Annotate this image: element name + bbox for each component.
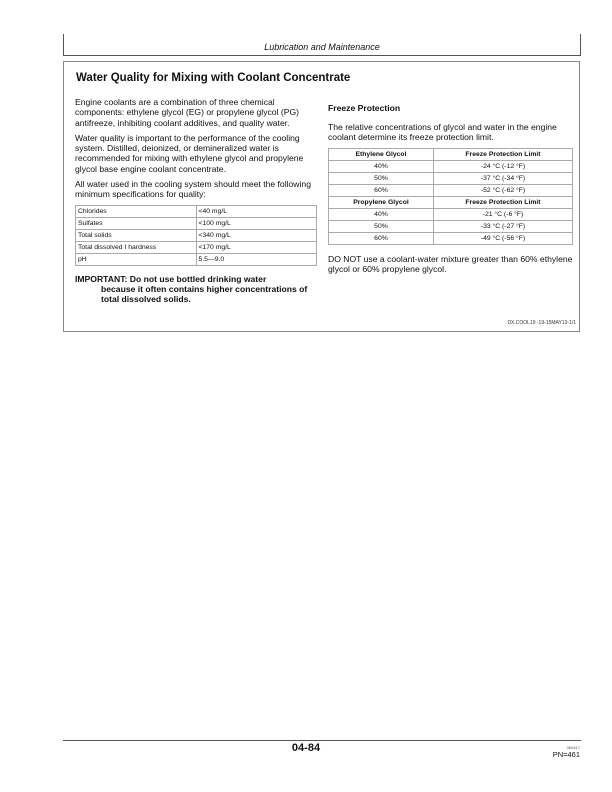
table-header-row <box>329 148 573 160</box>
footer-code: 060417 <box>566 745 580 750</box>
table-cell: 50% <box>329 220 434 232</box>
section-header: Lubrication and Maintenance <box>264 42 380 52</box>
table-cell: Sulfates <box>76 217 197 229</box>
table-cell: 60% <box>329 232 434 244</box>
table-cell: pH <box>76 253 197 265</box>
right-column <box>328 103 573 279</box>
table-row <box>329 232 573 244</box>
important-text-continued: because it often contains higher concentrations of total dissolved solids. <box>101 283 308 305</box>
mixture-warning: DO NOT use a coolant-water mixture greater than 60% ethylene glycol or 60% propylene glycol. <box>328 253 573 274</box>
important-note <box>75 274 317 305</box>
footer-rule <box>63 740 581 741</box>
column-header: Freeze Protection Limit <box>433 148 572 160</box>
column-header: Propylene Glycol <box>329 196 434 208</box>
content-box <box>63 61 580 332</box>
table-row <box>329 208 573 220</box>
table-row <box>76 241 317 253</box>
table-cell: <100 mg/L <box>196 217 317 229</box>
paragraph: All water used in the cooling system should meet the following minimum specifications for quality: <box>75 179 311 200</box>
header-bottom-rule <box>63 55 581 56</box>
page-title: Water Quality for Mixing with Coolant Concentrate <box>76 72 351 84</box>
table-cell: <170 mg/L <box>196 241 317 253</box>
table-cell: 50% <box>329 172 434 184</box>
table-row <box>329 160 573 172</box>
important-label: IMPORTANT: <box>75 273 128 284</box>
table-cell: -33 °C (-27 °F) <box>433 220 572 232</box>
table-cell: <40 mg/L <box>196 205 317 217</box>
table-header-row <box>329 196 573 208</box>
left-column <box>75 97 317 305</box>
paragraph: Water quality is important to the performance of the cooling system. Distilled, deionized, or demineralized water is recommended for mixing with ethylene glycol and propylene glycol base engine coolant concentrate. <box>75 132 304 174</box>
table-row <box>329 220 573 232</box>
reference-code: DX,COOL19 -19-15MAY13-1/1 <box>507 320 576 326</box>
table-cell: 40% <box>329 208 434 220</box>
table-row <box>76 229 317 241</box>
table-cell: Total solids <box>76 229 197 241</box>
table-row <box>76 205 317 217</box>
table-row <box>329 172 573 184</box>
column-header: Freeze Protection Limit <box>433 196 572 208</box>
water-spec-table <box>75 205 317 266</box>
paragraph: The relative concentrations of glycol and water in the engine coolant determine its freeze protection limit. <box>328 122 557 143</box>
pn-number: PN=461 <box>552 750 580 759</box>
page-number: 04-84 <box>291 742 321 754</box>
table-cell: 60% <box>329 184 434 196</box>
table-cell: -52 °C (-62 °F) <box>433 184 572 196</box>
table-cell: <340 mg/L <box>196 229 317 241</box>
column-header: Ethylene Glycol <box>329 148 434 160</box>
table-cell: -24 °C (-12 °F) <box>433 160 572 172</box>
table-cell: Chlorides <box>76 205 197 217</box>
table-row <box>76 253 317 265</box>
table-cell: -37 °C (-34 °F) <box>433 172 572 184</box>
table-row <box>76 217 317 229</box>
table-cell: -49 °C (-56 °F) <box>433 232 572 244</box>
table-cell: Total dissolved I hardness <box>76 241 197 253</box>
table-cell: 5.5—9.0 <box>196 253 317 265</box>
table-row <box>329 184 573 196</box>
freeze-protection-table <box>328 148 573 245</box>
paragraph: Engine coolants are a combination of three chemical components: ethylene glycol (EG) or propylene glycol (PG) antifreeze, inhibiting coolant additives, and quality water. <box>75 97 300 128</box>
header-right-rule <box>580 34 581 56</box>
freeze-protection-heading: Freeze Protection <box>328 103 401 113</box>
table-cell: -21 °C (-6 °F) <box>433 208 572 220</box>
important-text: Do not use bottled drinking water <box>127 273 267 284</box>
table-cell: 40% <box>329 160 434 172</box>
